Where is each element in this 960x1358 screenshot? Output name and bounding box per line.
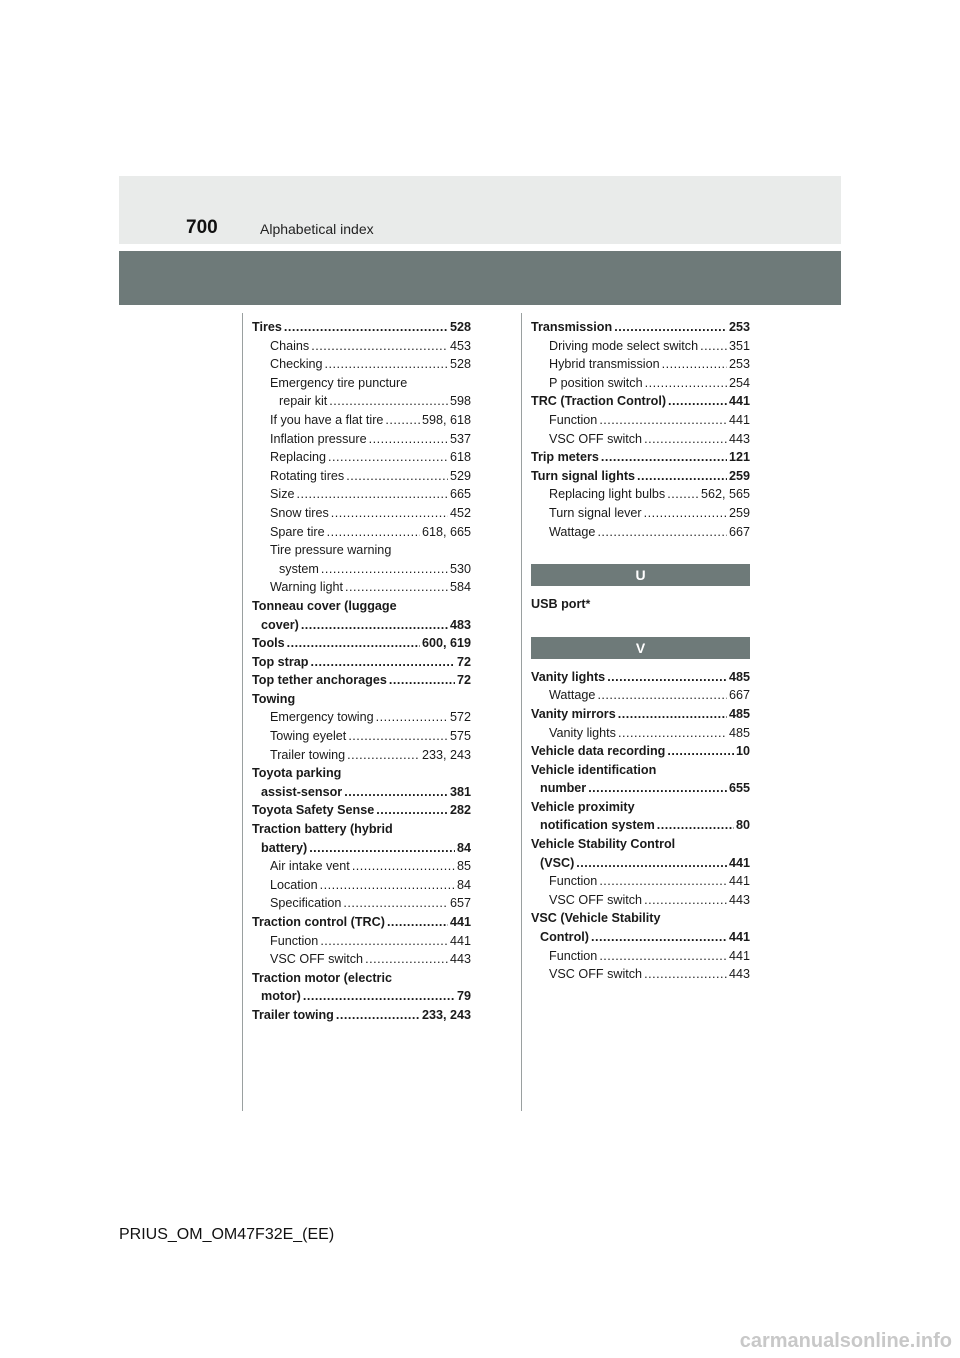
leader-dots — [311, 337, 448, 356]
index-entry[interactable] — [252, 411, 471, 430]
leader-dots — [320, 876, 455, 895]
index-entry-page: 667 — [728, 524, 750, 539]
index-entry — [252, 969, 471, 988]
index-entry-label: Function — [549, 412, 598, 427]
index-entry-page: 381 — [449, 784, 471, 799]
index-entry-page: 483 — [449, 617, 471, 632]
index-entry-label: Wattage — [549, 688, 596, 703]
leader-dots — [346, 467, 448, 486]
index-entry-page: 259 — [728, 505, 750, 520]
index-entry[interactable] — [252, 634, 471, 653]
index-entry[interactable] — [252, 839, 471, 858]
index-entry-label: Vanity mirrors — [531, 706, 616, 721]
index-entry-page: 72 — [456, 673, 471, 688]
index-entry[interactable] — [252, 653, 471, 672]
index-entry-page: 233, 243 — [421, 1007, 471, 1022]
index-entry[interactable] — [252, 504, 471, 523]
leader-dots — [297, 485, 448, 504]
index-entry-page: 253 — [728, 357, 750, 372]
index-entry[interactable] — [252, 987, 471, 1006]
index-entry-label: VSC OFF switch — [549, 967, 643, 982]
index-entry-page: 80 — [735, 818, 750, 833]
index-entry-label: Replacing — [270, 450, 327, 465]
leader-dots — [327, 523, 420, 542]
leader-dots — [325, 355, 448, 374]
index-entry-page: 441 — [728, 930, 750, 945]
leader-dots — [644, 965, 727, 984]
index-entry-page: 537 — [449, 431, 471, 446]
index-entry[interactable] — [531, 724, 750, 743]
leader-dots — [662, 355, 727, 374]
index-entry-label: Trailer towing — [252, 1007, 334, 1022]
leader-dots — [320, 932, 448, 951]
index-entry-label: Tire pressure warning — [270, 543, 392, 558]
index-entry[interactable] — [252, 894, 471, 913]
index-entry-page: 530 — [449, 561, 471, 576]
index-entry-page: 529 — [449, 468, 471, 483]
leader-dots — [599, 872, 727, 891]
index-entry-label: Turn signal lever — [549, 505, 642, 520]
index-entry — [252, 541, 471, 560]
index-entry — [252, 374, 471, 393]
index-entry-label: Size — [270, 487, 295, 502]
index-entry-page: 443 — [728, 431, 750, 446]
index-entry-label: USB port — [531, 597, 586, 612]
index-entry[interactable] — [531, 779, 750, 798]
index-entry-label: Vehicle identification — [531, 762, 657, 777]
index-entry[interactable] — [252, 950, 471, 969]
index-entry-label: Trip meters — [531, 450, 599, 465]
leader-dots — [301, 616, 448, 635]
index-entry-label: VSC OFF switch — [549, 892, 643, 907]
leader-dots — [287, 634, 420, 653]
index-entry[interactable] — [252, 337, 471, 356]
index-entry-label: Top strap — [252, 654, 309, 669]
index-entry[interactable] — [531, 523, 750, 542]
index-column-right — [531, 318, 750, 984]
index-entry[interactable] — [252, 430, 471, 449]
index-entry[interactable] — [252, 746, 471, 765]
index-entry[interactable] — [252, 485, 471, 504]
header-dark-band — [119, 251, 841, 305]
index-entry — [531, 798, 750, 817]
leader-dots — [369, 430, 448, 449]
index-entry-page: 121 — [728, 450, 750, 465]
index-entry[interactable] — [252, 318, 471, 337]
index-entry-label: Vehicle data recording — [531, 744, 666, 759]
index-entry-label: Function — [270, 933, 319, 948]
index-entry-label: Rotating tires — [270, 468, 345, 483]
leader-dots — [644, 430, 727, 449]
index-entry-label: TRC (Traction Control) — [531, 394, 667, 409]
index-entry-page: 441 — [728, 874, 750, 889]
index-entry[interactable] — [531, 816, 750, 835]
index-entry[interactable] — [252, 616, 471, 635]
index-entry-label: system — [279, 561, 319, 576]
index-entry-label: Control) — [540, 930, 589, 945]
index-entry-label: Toyota Safety Sense — [252, 803, 375, 818]
index-entry-label: Tires — [252, 320, 282, 334]
index-entry[interactable] — [531, 891, 750, 910]
index-entry-label: battery) — [261, 840, 308, 855]
index-entry-label: number — [540, 781, 587, 796]
leader-dots — [376, 708, 448, 727]
leader-dots — [348, 727, 448, 746]
index-entry-page: 441 — [728, 394, 750, 409]
index-entry-page: 443 — [449, 952, 471, 967]
index-entry-page: 584 — [449, 580, 471, 595]
index-entry — [531, 761, 750, 780]
leader-dots — [588, 779, 727, 798]
index-entry[interactable] — [531, 392, 750, 411]
index-entry-label: Function — [549, 948, 598, 963]
leader-dots — [310, 653, 455, 672]
leader-dots — [336, 1006, 420, 1025]
index-entry-page: 441 — [449, 933, 471, 948]
index-entry-label: Vanity lights — [531, 669, 606, 684]
leader-dots — [331, 504, 448, 523]
index-entry[interactable] — [531, 355, 750, 374]
index-entry — [531, 835, 750, 854]
index-entry-label: Emergency towing — [270, 710, 374, 725]
leader-dots — [645, 374, 727, 393]
leader-dots — [607, 668, 727, 687]
index-entry[interactable] — [531, 872, 750, 891]
index-entry[interactable] — [531, 965, 750, 984]
leader-dots — [601, 448, 727, 467]
footnote-mark: * — [585, 597, 591, 612]
index-entry-page: 528 — [449, 320, 471, 334]
leader-dots — [597, 523, 727, 542]
index-entry[interactable] — [252, 932, 471, 951]
index-entry-label: Driving mode select switch — [549, 338, 699, 353]
index-entry[interactable] — [531, 742, 750, 761]
index-entry[interactable] — [252, 727, 471, 746]
index-entry[interactable] — [531, 928, 750, 947]
index-entry-page: 665 — [449, 487, 471, 502]
leader-dots — [303, 987, 455, 1006]
index-entry-page: 443 — [728, 892, 750, 907]
leader-dots — [387, 913, 448, 932]
index-entry[interactable] — [252, 578, 471, 597]
index-entry-label: Chains — [270, 338, 310, 353]
index-entry[interactable] — [531, 374, 750, 393]
leader-dots — [385, 411, 420, 430]
index-entry[interactable] — [531, 467, 750, 486]
index-entry-page: 79 — [456, 989, 471, 1004]
index-entry-usb-port[interactable] — [531, 595, 750, 614]
letter-heading-v: V — [531, 637, 750, 659]
leader-dots — [668, 392, 727, 411]
index-entry-page: 259 — [728, 468, 750, 483]
index-entry-label: Top tether anchorages — [252, 673, 387, 688]
index-entry-page: 84 — [456, 877, 471, 892]
index-entry-label: Toyota parking — [252, 766, 342, 781]
index-entry[interactable] — [252, 783, 471, 802]
leader-dots — [599, 947, 727, 966]
index-entry[interactable] — [252, 801, 471, 820]
index-entry-label: assist-sensor — [261, 784, 343, 799]
index-entry-label: Wattage — [549, 524, 596, 539]
index-entry-label: Spare tire — [270, 524, 325, 539]
index-entry-label: Towing — [252, 691, 296, 706]
index-entry-label: Air intake vent — [270, 859, 350, 874]
index-entry-label: Trailer towing — [270, 747, 346, 762]
leader-dots — [599, 411, 727, 430]
index-entry-page: 485 — [728, 725, 750, 740]
index-group-v — [531, 668, 750, 984]
index-entry-label: VSC OFF switch — [549, 431, 643, 446]
index-entry[interactable] — [531, 448, 750, 467]
index-entry-page: 441 — [728, 948, 750, 963]
index-entry[interactable] — [252, 671, 471, 690]
index-entry-page: 485 — [728, 669, 750, 684]
index-entry-label: Tools — [252, 636, 285, 651]
index-entry-page: 443 — [728, 967, 750, 982]
index-entry-page: 600, 619 — [421, 636, 471, 651]
leader-dots — [352, 857, 455, 876]
leader-dots — [284, 318, 448, 337]
index-entry-page: 441 — [449, 915, 471, 929]
leader-dots — [576, 854, 727, 873]
index-entry-label: Hybrid transmission — [549, 357, 660, 372]
index-entry-label: Replacing light bulbs — [549, 487, 666, 502]
index-entry[interactable] — [531, 854, 750, 873]
index-entry-page: 657 — [449, 896, 471, 911]
index-entry-page: 667 — [728, 688, 750, 703]
index-entry-label: Function — [549, 874, 598, 889]
index-entry[interactable] — [531, 411, 750, 430]
leader-dots — [343, 894, 448, 913]
index-entry-label: Specification — [270, 896, 342, 911]
letter-heading-u: U — [531, 564, 750, 586]
leader-dots — [376, 801, 448, 820]
index-entry[interactable] — [531, 668, 750, 687]
middle-rule — [521, 313, 522, 1111]
leader-dots — [597, 686, 727, 705]
index-entry-page: 618, 665 — [421, 524, 471, 539]
index-entry-page: 452 — [449, 505, 471, 520]
leader-dots — [644, 891, 727, 910]
index-entry[interactable] — [252, 448, 471, 467]
index-entry-page: 598 — [449, 394, 471, 409]
index-entry-page: 85 — [456, 859, 471, 874]
leader-dots — [365, 950, 448, 969]
index-entry-label: Warning light — [270, 580, 344, 595]
index-entry-label: VSC OFF switch — [270, 952, 364, 967]
index-entry-label: repair kit — [279, 394, 328, 409]
leader-dots — [389, 671, 455, 690]
index-entry-label: Inflation pressure — [270, 431, 367, 446]
page-number: 700 — [186, 217, 218, 238]
left-rule — [242, 313, 243, 1111]
index-entry[interactable] — [252, 560, 471, 579]
index-entry-label: Traction motor (electric — [252, 970, 392, 985]
index-entry-page: 10 — [735, 744, 750, 759]
index-entry — [252, 690, 471, 709]
index-entry-page: 598, 618 — [421, 412, 471, 427]
index-entry-page: 84 — [456, 840, 471, 855]
leader-dots — [618, 705, 727, 724]
index-entry-label: notification system — [540, 818, 655, 833]
leader-dots — [309, 839, 455, 858]
index-entry[interactable] — [531, 318, 750, 337]
index-entry — [252, 764, 471, 783]
index-entry[interactable] — [252, 876, 471, 895]
header-band — [119, 176, 841, 244]
index-entry-page: 572 — [449, 710, 471, 725]
index-group-t — [531, 318, 750, 541]
index-entry-page: 655 — [728, 781, 750, 796]
index-entry-label: Traction control (TRC) — [252, 915, 385, 929]
document-code: PRIUS_OM_OM47F32E_(EE) — [119, 1226, 335, 1243]
index-entry-page: 618 — [449, 450, 471, 465]
index-entry-label: Vehicle proximity — [531, 799, 635, 814]
index-entry-page: 253 — [728, 320, 750, 334]
index-column-left — [252, 318, 471, 1025]
index-entry[interactable] — [252, 857, 471, 876]
index-entry-label: (VSC) — [540, 855, 575, 870]
index-entry[interactable] — [252, 913, 471, 932]
index-entry-page: 562, 565 — [700, 487, 750, 502]
leader-dots — [328, 448, 448, 467]
index-entry-page: 575 — [449, 729, 471, 744]
index-entry-label: Vehicle Stability Control — [531, 837, 676, 852]
index-entry-page: 351 — [728, 338, 750, 353]
index-entry[interactable] — [252, 708, 471, 727]
index-entry-label: P position switch — [549, 375, 643, 390]
index-entry[interactable] — [531, 430, 750, 449]
index-entry-label: Snow tires — [270, 505, 329, 520]
index-entry-label: Traction battery (hybrid — [252, 822, 393, 837]
leader-dots — [345, 578, 448, 597]
index-entry — [531, 909, 750, 928]
leader-dots — [347, 746, 420, 765]
index-entry[interactable] — [531, 686, 750, 705]
index-entry-page: 233, 243 — [421, 747, 471, 762]
index-entry-label: Checking — [270, 357, 323, 372]
section-title: Alphabetical index — [260, 221, 374, 237]
index-entry-label: VSC (Vehicle Stability — [531, 911, 661, 926]
leader-dots — [667, 742, 734, 761]
index-entry-page: 441 — [728, 412, 750, 427]
index-entry-label: Tonneau cover (luggage — [252, 598, 397, 613]
index-entry — [252, 597, 471, 616]
index-entry-label: Vanity lights — [549, 725, 616, 740]
index-entry[interactable] — [531, 504, 750, 523]
index-entry[interactable] — [531, 485, 750, 504]
leader-dots — [657, 816, 734, 835]
index-entry-page: 441 — [728, 855, 750, 870]
leader-dots — [637, 467, 727, 486]
index-entry-label: Location — [270, 877, 318, 892]
leader-dots — [591, 928, 727, 947]
index-entry[interactable] — [252, 355, 471, 374]
index-entry-page: 72 — [456, 654, 471, 669]
leader-dots — [329, 392, 448, 411]
index-entry-label: cover) — [261, 617, 299, 632]
index-entry-label: Emergency tire puncture — [270, 375, 408, 390]
leader-dots — [618, 724, 727, 743]
index-entry[interactable] — [252, 1006, 471, 1025]
leader-dots — [700, 337, 727, 356]
leader-dots — [344, 783, 448, 802]
index-entry-page: 282 — [449, 803, 471, 818]
index-entry-page: 453 — [449, 338, 471, 353]
index-entry-label: Transmission — [531, 320, 613, 334]
leader-dots — [321, 560, 448, 579]
index-entry[interactable] — [531, 337, 750, 356]
index-entry — [252, 820, 471, 839]
index-entry-label: Towing eyelet — [270, 729, 347, 744]
index-entry-label: Turn signal lights — [531, 468, 636, 483]
index-entry-page: 528 — [449, 357, 471, 372]
index-entry[interactable] — [252, 467, 471, 486]
index-entry-page: 254 — [728, 375, 750, 390]
leader-dots — [667, 485, 699, 504]
index-entry-label: If you have a flat tire — [270, 412, 384, 427]
index-entry-label: motor) — [261, 989, 301, 1004]
index-entry-page: 485 — [728, 706, 750, 721]
leader-dots — [614, 318, 727, 337]
index-entry[interactable] — [531, 705, 750, 724]
index-entry[interactable] — [252, 523, 471, 542]
index-entry[interactable] — [252, 392, 471, 411]
index-entry[interactable] — [531, 947, 750, 966]
watermark: carmanualsonline.info — [739, 1330, 952, 1352]
leader-dots — [644, 504, 727, 523]
